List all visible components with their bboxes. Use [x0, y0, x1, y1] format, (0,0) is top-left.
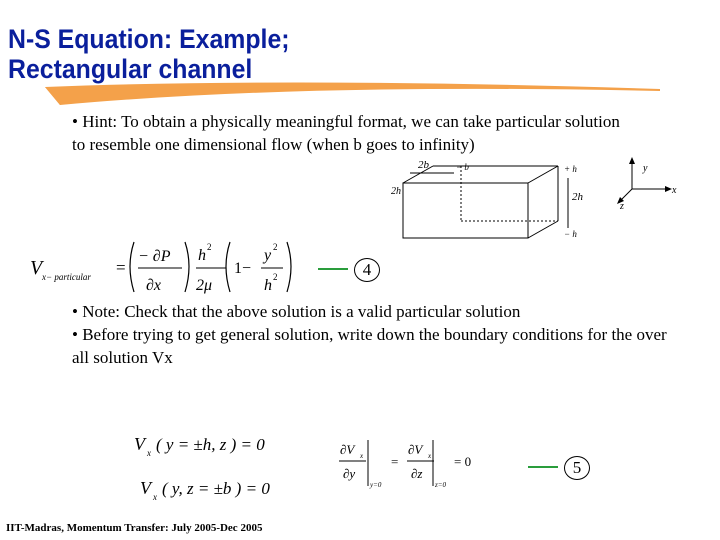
label-2h-left: 2h [391, 186, 401, 197]
eq4-h2-num: h [198, 247, 206, 264]
bc2-V: V [140, 478, 151, 498]
label-minus-h: − h [564, 229, 577, 239]
bc-eq-2: ( y, z = ±b ) = 0 [162, 479, 270, 498]
equation-number-4: 4 [354, 258, 380, 282]
boundary-conditions-left [130, 428, 290, 508]
title-line-2: Rectangular channel [8, 54, 253, 84]
eq4-equals: = [116, 258, 126, 277]
bc4-dVx: ∂V [408, 442, 423, 457]
note-check: • Note: Check that the above solution is a valid particular solution [72, 302, 521, 321]
bc3-eq: = [391, 454, 399, 469]
marker-dash [528, 466, 558, 468]
eq4-h2-num-sq: 2 [207, 242, 212, 252]
bc3-dVx: ∂V [340, 442, 355, 457]
label-2b: 2b [418, 159, 429, 171]
eq4-dx: ∂x [146, 277, 162, 294]
bc1-x: x [147, 448, 151, 458]
note-boundary: • Before trying to get general solution, write down the boundary conditions for the over all solution Vx [72, 325, 667, 367]
eq4-y2: y [264, 247, 272, 264]
bc4-dz: ∂z [411, 466, 423, 481]
channel-diagram [388, 148, 608, 243]
bc4-z0: z=0 [435, 481, 446, 489]
eq4-one-minus: 1− [234, 260, 252, 277]
coordinate-axes [610, 153, 685, 213]
axis-x-label: x [672, 185, 677, 196]
axis-y-label: y [643, 163, 648, 174]
eq4-V: V [30, 257, 43, 279]
eq4-h2-den-sq: 2 [273, 272, 278, 282]
hint-text: • Hint: To obtain a physically meaningful format, we can take particular solution to resemble one dimensional flow (when b goes to infinity) [72, 112, 620, 154]
bc2-x: x [153, 492, 157, 502]
eq4-y2-sq: 2 [273, 242, 278, 252]
label-2h-right: 2h [572, 191, 583, 203]
decorative-swoosh [0, 75, 720, 115]
footer-text: IIT-Madras, Momentum Transfer: July 2005-Dec 2005 [6, 522, 263, 534]
label-minus-b: − b [456, 162, 469, 172]
notes-block [72, 300, 672, 369]
label-plus-h: + h [564, 164, 577, 174]
eq4-2mu: 2μ [196, 277, 213, 294]
bc4-eq-zero: = 0 [454, 454, 472, 469]
boundary-conditions-right [336, 436, 496, 492]
axis-z-label: z [620, 201, 624, 212]
eq4-h2-den: h [264, 277, 272, 294]
bc-eq-1: ( y = ±h, z ) = 0 [156, 435, 265, 454]
eq4-minus-dP: − ∂P [138, 248, 171, 265]
bc3-x: x [360, 452, 364, 460]
eq4-subscript: x− particular [42, 272, 91, 282]
bc3-y0: y=0 [370, 481, 382, 489]
bc4-x: x [428, 452, 432, 460]
equation-4 [30, 236, 370, 298]
marker-dash [318, 268, 348, 270]
bc1-V: V [134, 434, 145, 454]
bc3-dy: ∂y [343, 466, 356, 481]
equation-number-5: 5 [564, 456, 590, 480]
title-line-1: N-S Equation: Example; [8, 24, 290, 54]
